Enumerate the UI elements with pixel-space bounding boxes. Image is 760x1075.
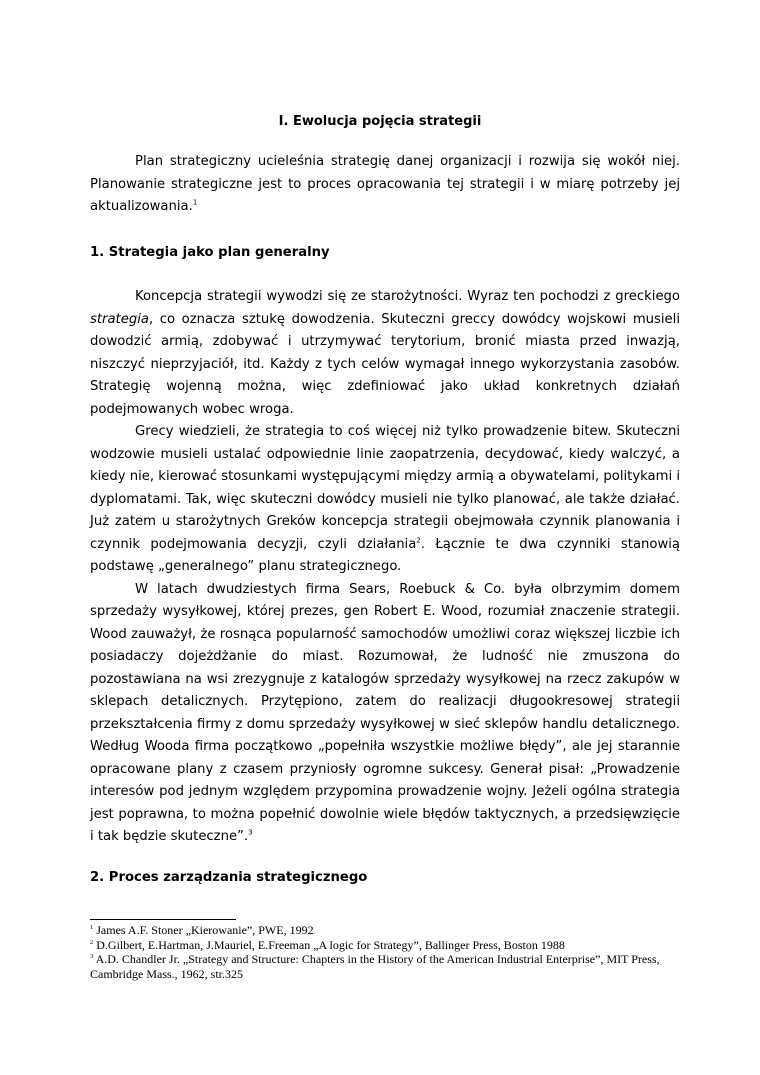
- paragraph-text: W latach dwudziestych firma Sears, Roebuck & Co. była olbrzymim domem sprzedaży wysyłkowej, której prezes, gen Robert E. Wood, rozumiał znaczenie strategii. Wood zauważył, że rosnąca popularność samochodów umożliwi coraz większej liczbie ich posiadaczy dojeżdżanie do miast. Rozumował, że ludność nie zmuszona do pozostawiana na wsi zrezygnuje z katalogów sprzedaży wysyłkowej na rzecz zakupów w sklepach detalicznych. Przytępiono, zatem do realizacji długookresowej strategii przekształcenia firmy z domu sprzedaży wysyłkowej w sieć sklepów handlu detalicznego. Według Wooda firma początkowo „popełniła wszystkie możliwe błędy”, ale jej starannie opracowane plany z czasem przyniosły ogromne sukcesy. Generał pisał: „Prowadzenie interesów pod jednym względem przypomina prowadzenie wojny. Jeżeli ogólna strategia jest poprawna, to można popełnić dowolnie wiele błędów taktycznych, a przedsięwzięcie i tak będzie skuteczne”.: [90, 581, 680, 844]
- paragraph-text: Koncepcja strategii wywodzi się ze starożytności. Wyraz ten pochodzi z greckiego: [135, 289, 680, 304]
- footnote-text: James A.F. Stoner „Kierowanie”, PWE, 1992: [93, 923, 314, 937]
- section-1-paragraph-1: [90, 286, 680, 421]
- footnote-3: [90, 952, 670, 981]
- intro-text: Plan strategiczny ucieleśnia strategię danej organizacji i rozwija się wokół niej. Planowanie strategiczne jest to proces opracowania tej strategii i w miarę potrzeby jej aktualizowania.: [90, 154, 680, 214]
- footnote-1: [90, 923, 670, 938]
- paragraph-text: . Łącznie te dwa czynniki stanowią podstawę „generalnego” planu strategicznego.: [90, 536, 680, 574]
- section-1-heading: 1. Strategia jako plan generalny: [90, 245, 330, 260]
- intro-paragraph-block: [90, 151, 680, 219]
- footnote-number: 2: [90, 938, 94, 946]
- footnote-2: [90, 938, 670, 953]
- page-title: I. Ewolucja pojęcia strategii: [278, 114, 482, 129]
- italic-term-strategia: strategia: [90, 311, 149, 327]
- footnote-number: 3: [90, 953, 94, 960]
- section-2-heading: 2. Proces zarządzania strategicznego: [90, 870, 368, 885]
- intro-paragraph: [90, 151, 680, 219]
- footnote-ref-1: 1: [192, 198, 198, 207]
- paragraph-text: , co oznacza sztukę dowodzenia. Skuteczni greccy dowódcy wojskowi musieli dowodzić armią, zdobywać i utrzymywać terytorium, bronić miasta przed inwazją, niszczyć nieprzyjaciół, itd. Każdy z tych celów wymagał innego wykorzystania zasobów. Strategię wojenną można, więc zdefiniować jako układ konkretnych działań podejmowanych wobec wroga.: [90, 311, 680, 417]
- section-1-paragraph-3: [90, 579, 680, 849]
- footnote-text: A.D. Chandler Jr. „Strategy and Structure: Chapters in the History of the American Industrial Enterprise”, MIT Press, Cambridge Mass., 1962, str.325: [90, 952, 660, 981]
- footnotes: [90, 923, 670, 981]
- section-1-paragraph-2: [90, 421, 680, 579]
- footnote-number: 1: [90, 924, 94, 931]
- section-1-body: [90, 286, 680, 849]
- footnote-divider: [90, 919, 236, 920]
- footnote-ref-3: 3: [248, 828, 253, 837]
- footnote-text: D.Gilbert, E.Hartman, J.Mauriel, E.Freeman „A logic for Strategy”, Ballinger Press, Boston 1988: [93, 937, 565, 952]
- paragraph-text: Grecy wiedzieli, że strategia to coś więcej niż tylko prowadzenie bitew. Skuteczni wodzowie musieli ustalać odpowiednie linie zaopatrzenia, decydować, kiedy walczyć, a kiedy nie, kierować stosunkami występującymi między armią a obywatelami, politykami i dyplomatami. Tak, więc skuteczni dowódcy musieli nie tylko planować, ale także działać. Już zatem u starożytnych Greków koncepcja strategii obejmowała czynnik planowania i czynnik podejmowania decyzji, czyli działania: [90, 424, 680, 552]
- footnote-ref-2: 2: [416, 536, 421, 545]
